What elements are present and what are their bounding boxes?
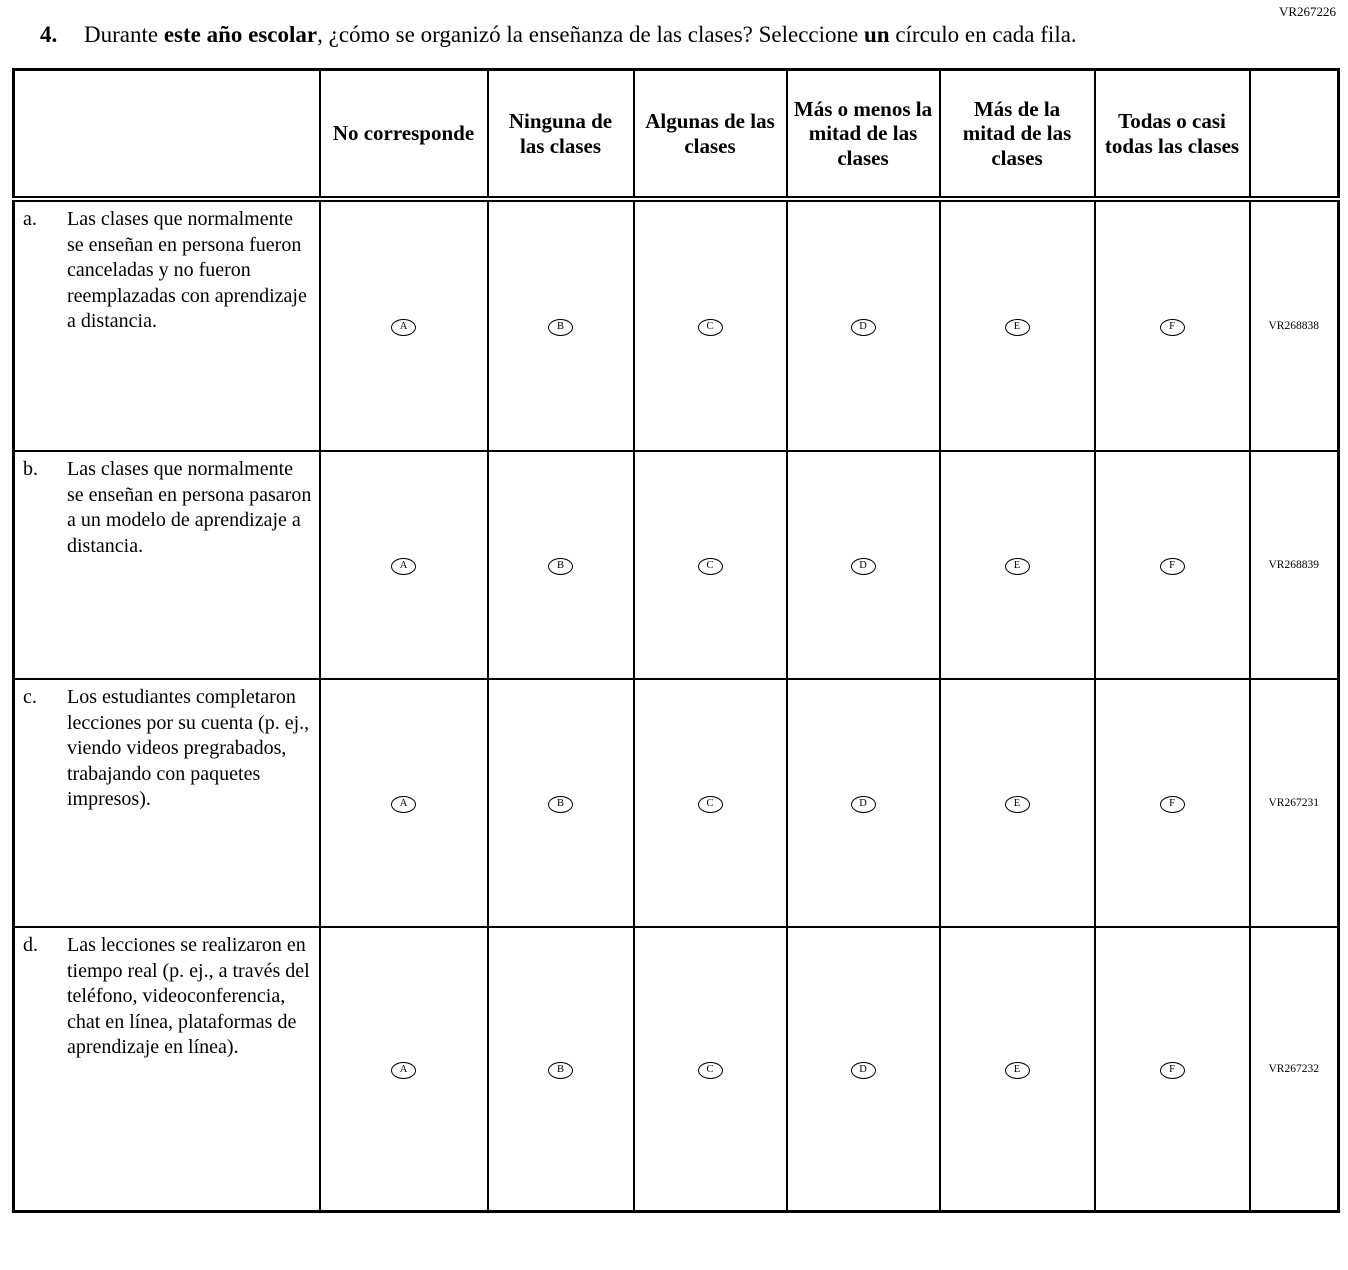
row-stem [14, 679, 320, 927]
row-text: Los estudiantes completaron lecciones por su cuenta (p. ej., viendo videos pregrabados, trabajando con paquetes impresos). [67, 686, 310, 811]
option-cell [488, 679, 634, 927]
row-code-cell [1250, 679, 1339, 927]
row-letter: d. [23, 934, 38, 957]
answer-bubble[interactable]: F [1160, 1062, 1185, 1079]
vr-code: VR268838 [1268, 320, 1319, 333]
answer-bubble[interactable]: F [1160, 796, 1185, 813]
answer-bubble[interactable]: D [851, 558, 876, 575]
column-header-mas-o-menos: Más o menos la mitad de las clases [787, 69, 940, 199]
row-letter: a. [23, 208, 37, 231]
row-text: Las clases que normalmente se enseñan en persona fueron canceladas y no fueron reemplazadas con aprendizaje a distancia. [67, 208, 307, 333]
option-cell [488, 927, 634, 1211]
answer-bubble[interactable]: B [548, 796, 573, 813]
answer-bubble[interactable]: B [548, 319, 573, 336]
question-text-middle: , ¿cómo se organizó la enseñanza de las clases? Seleccione [317, 22, 864, 47]
answer-bubble[interactable]: D [851, 796, 876, 813]
option-cell [634, 451, 787, 679]
table-row [14, 199, 1339, 451]
row-code-cell [1250, 451, 1339, 679]
page-code: VR267226 [1278, 4, 1336, 19]
option-cell [634, 927, 787, 1211]
option-cell [1095, 451, 1250, 679]
option-cell [787, 927, 940, 1211]
column-header-ninguna: Ninguna de las clases [488, 69, 634, 199]
answer-bubble[interactable]: F [1160, 319, 1185, 336]
option-cell [320, 679, 488, 927]
answer-bubble[interactable]: A [391, 796, 416, 813]
table-row [14, 451, 1339, 679]
column-header-todas: Todas o casi todas las clases [1095, 69, 1250, 199]
question-text-bold-1: este año escolar [163, 22, 318, 47]
row-letter: b. [23, 458, 38, 481]
row-stem [14, 927, 320, 1211]
row-code-cell [1250, 927, 1339, 1211]
question-text-suffix: círculo en cada fila. [889, 22, 1077, 47]
option-cell [320, 451, 488, 679]
answer-bubble[interactable]: D [851, 319, 876, 336]
option-cell [634, 199, 787, 451]
question-table [12, 68, 1340, 1213]
row-stem [14, 199, 320, 451]
option-cell [320, 199, 488, 451]
option-cell [940, 199, 1095, 451]
row-letter: c. [23, 686, 37, 709]
row-text: Las lecciones se realizaron en tiempo real (p. ej., a través del teléfono, videoconferencia, chat en línea, plataformas de aprendizaje en línea). [67, 934, 310, 1059]
answer-bubble[interactable]: F [1160, 558, 1185, 575]
column-header-no-corresponde: No corresponde [320, 69, 488, 199]
answer-bubble[interactable]: C [698, 319, 723, 336]
answer-bubble[interactable]: A [391, 558, 416, 575]
option-cell [787, 679, 940, 927]
answer-bubble[interactable]: A [391, 1062, 416, 1079]
answer-bubble[interactable]: E [1005, 319, 1030, 336]
option-cell [320, 927, 488, 1211]
answer-bubble[interactable]: E [1005, 1062, 1030, 1079]
option-cell [1095, 199, 1250, 451]
answer-bubble[interactable]: B [548, 558, 573, 575]
column-header-algunas: Algunas de las clases [634, 69, 787, 199]
option-cell [787, 451, 940, 679]
option-cell [787, 199, 940, 451]
question-block [40, 21, 1337, 50]
option-cell [1095, 927, 1250, 1211]
row-stem [14, 451, 320, 679]
answer-bubble[interactable]: C [698, 558, 723, 575]
answer-bubble[interactable]: B [548, 1062, 573, 1079]
option-cell [634, 679, 787, 927]
table-header-row [14, 69, 1339, 199]
row-text: Las clases que normalmente se enseñan en persona pasaron a un modelo de aprendizaje a distancia. [67, 458, 312, 557]
question-text-prefix: Durante [84, 22, 164, 47]
answer-bubble[interactable]: A [391, 319, 416, 336]
answer-bubble[interactable]: C [698, 796, 723, 813]
answer-bubble[interactable]: E [1005, 796, 1030, 813]
empty-stem-header [14, 69, 320, 199]
vr-code: VR268839 [1268, 559, 1319, 572]
empty-code-header [1250, 69, 1339, 199]
table-row [14, 679, 1339, 927]
vr-code: VR267232 [1268, 1063, 1319, 1076]
answer-bubble[interactable]: E [1005, 558, 1030, 575]
option-cell [940, 451, 1095, 679]
question-text [84, 21, 1077, 50]
column-header-mas-de-la-mitad: Más de la mitad de las clases [940, 69, 1095, 199]
option-cell [488, 451, 634, 679]
row-code-cell [1250, 199, 1339, 451]
option-cell [488, 199, 634, 451]
answer-bubble[interactable]: C [698, 1062, 723, 1079]
option-cell [940, 927, 1095, 1211]
answer-bubble[interactable]: D [851, 1062, 876, 1079]
question-number: 4. [40, 22, 58, 47]
question-text-bold-2: un [863, 22, 890, 47]
option-cell [1095, 679, 1250, 927]
vr-code: VR267231 [1268, 797, 1319, 810]
table-row [14, 927, 1339, 1211]
option-cell [940, 679, 1095, 927]
